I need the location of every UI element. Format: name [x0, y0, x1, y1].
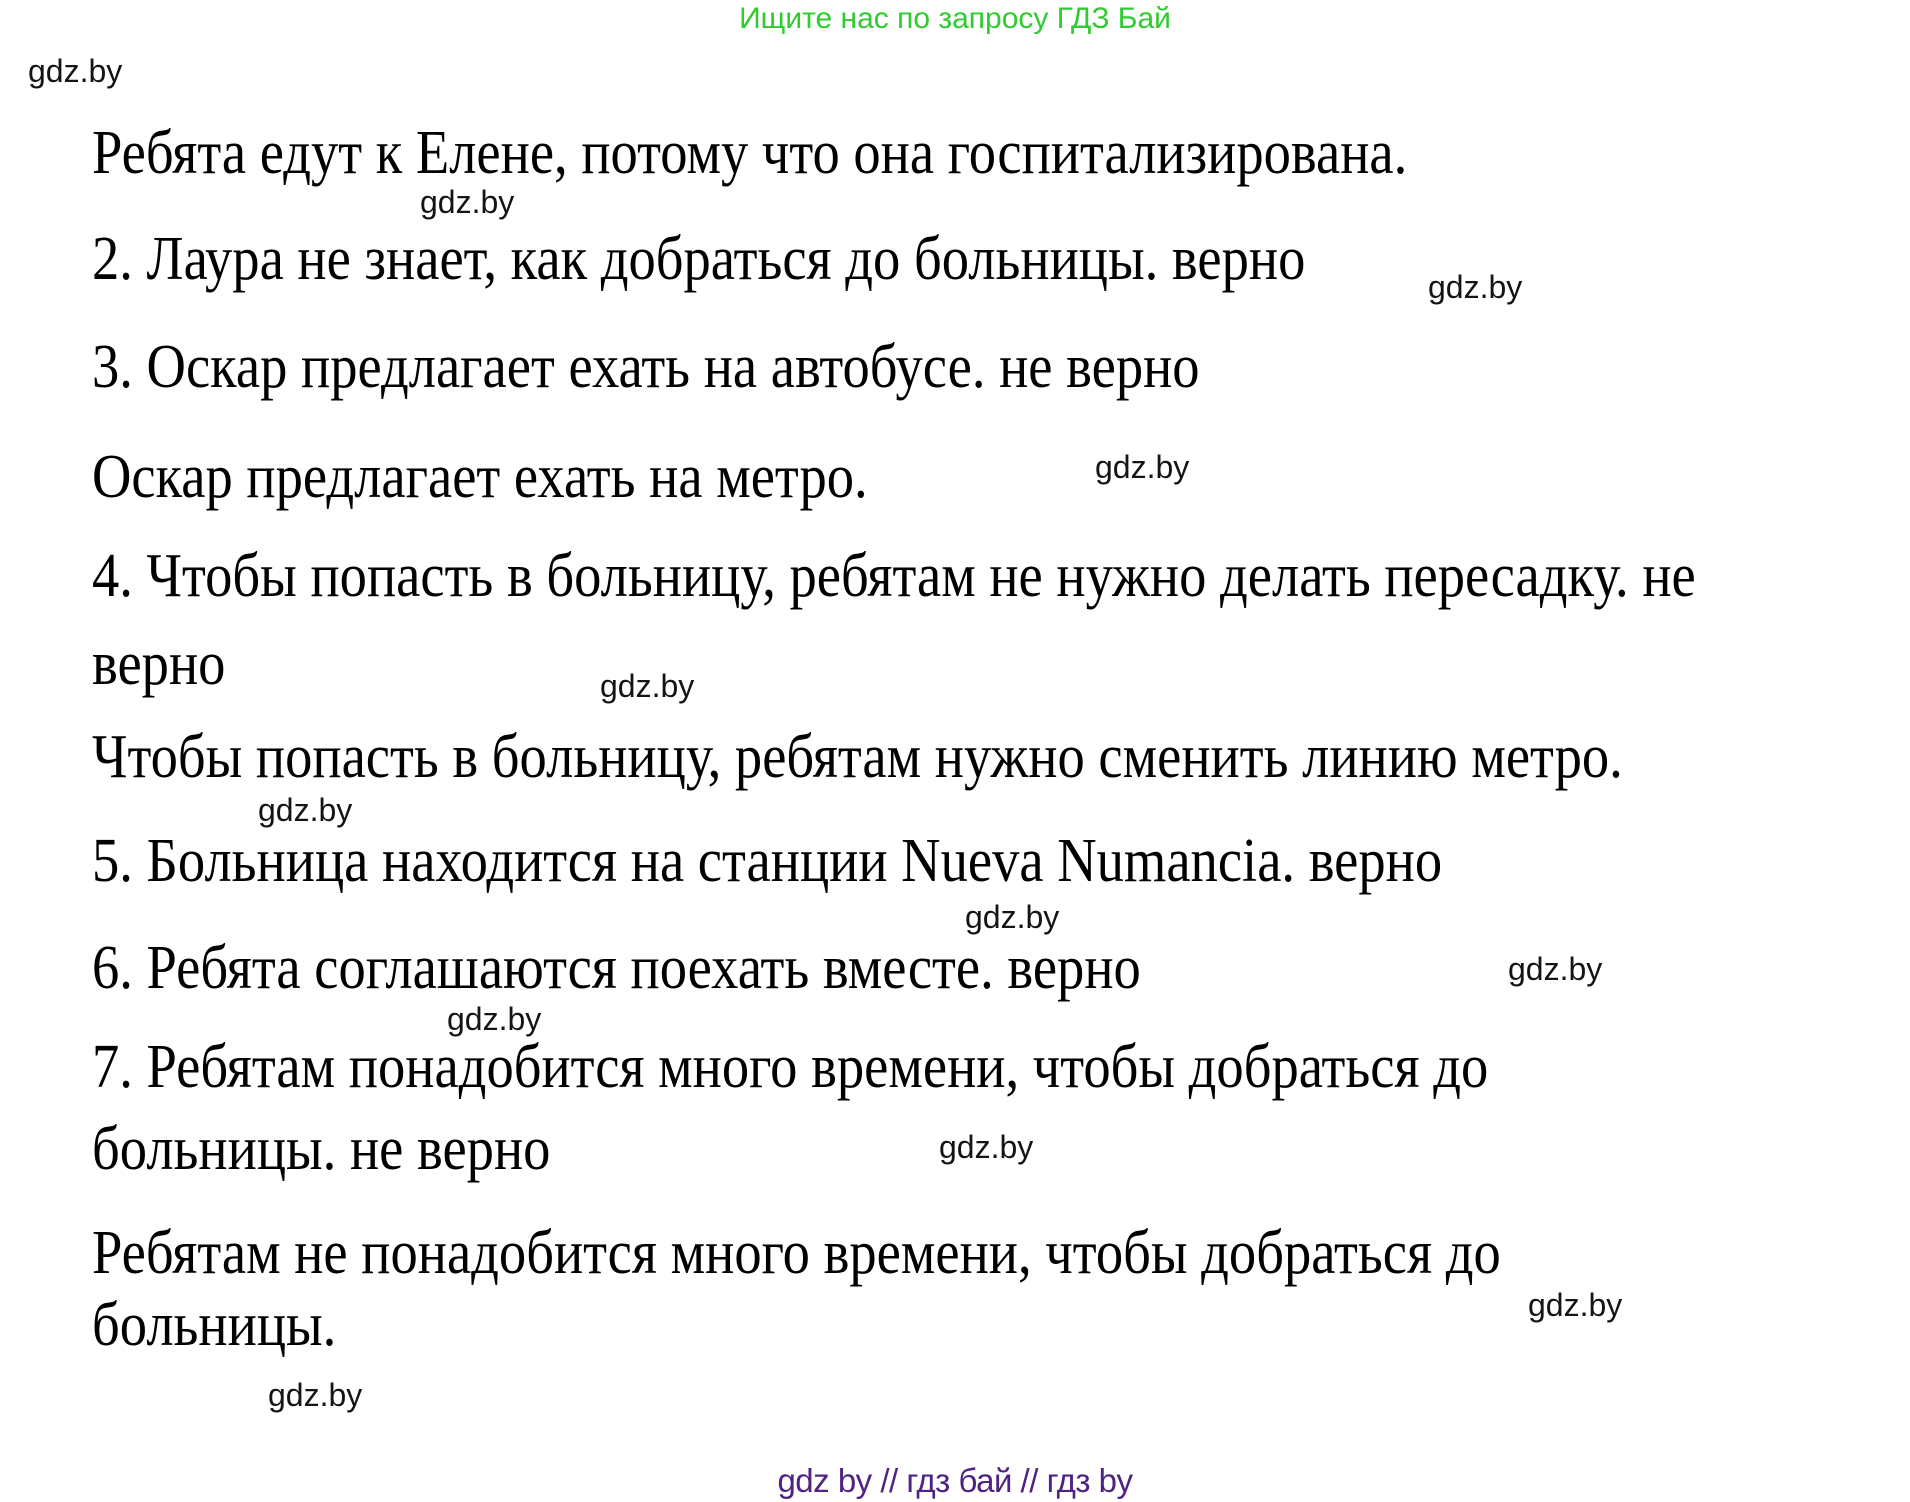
watermark-gdz: gdz.by: [939, 1129, 1034, 1165]
answer-line-3-correction: Оскар предлагает ехать на метро.: [92, 443, 868, 511]
answer-line-7-correction: Ребятам не понадобится много времени, чтобы добраться до: [92, 1219, 1501, 1287]
answer-line-7-cont: больницы. не верно: [92, 1115, 551, 1183]
watermark-gdz: gdz.by: [600, 668, 695, 704]
answer-line-2: 2. Лаура не знает, как добраться до больницы. верно: [92, 225, 1306, 293]
watermark-gdz: gdz.by: [258, 792, 353, 828]
answer-line-5: 5. Больница находится на станции Nueva Numancia. верно: [92, 827, 1443, 895]
answer-line-3: 3. Оскар предлагает ехать на автобусе. не верно: [92, 333, 1200, 401]
watermark-gdz: gdz.by: [1528, 1287, 1623, 1323]
answer-line-6: 6. Ребята соглашаются поехать вместе. верно: [92, 934, 1141, 1002]
footer-search-queries: gdz by // гдз бай // гдз by: [777, 1462, 1133, 1499]
watermark-gdz: gdz.by: [1428, 269, 1523, 305]
watermark-gdz: gdz.by: [447, 1001, 542, 1037]
watermark-gdz: gdz.by: [28, 53, 123, 89]
answer-line-4-correction: Чтобы попасть в больницу, ребятам нужно сменить линию метро.: [92, 723, 1623, 791]
answer-line-7: 7. Ребятам понадобится много времени, чтобы добраться до: [92, 1033, 1489, 1101]
answer-line-7-correction-cont: больницы.: [92, 1291, 337, 1359]
watermark-gdz: gdz.by: [1508, 951, 1603, 987]
promo-banner: Ищите нас по запросу ГДЗ Бай: [739, 2, 1171, 35]
watermark-gdz: gdz.by: [420, 184, 515, 220]
watermark-gdz: gdz.by: [1095, 449, 1190, 485]
answer-line-1: Ребята едут к Елене, потому что она госпитализирована.: [92, 119, 1408, 187]
answer-line-4-cont: верно: [92, 630, 226, 698]
answer-line-4: 4. Чтобы попасть в больницу, ребятам не нужно делать пересадку. не: [92, 542, 1696, 610]
watermark-gdz: gdz.by: [268, 1377, 363, 1413]
watermark-gdz: gdz.by: [965, 899, 1060, 935]
